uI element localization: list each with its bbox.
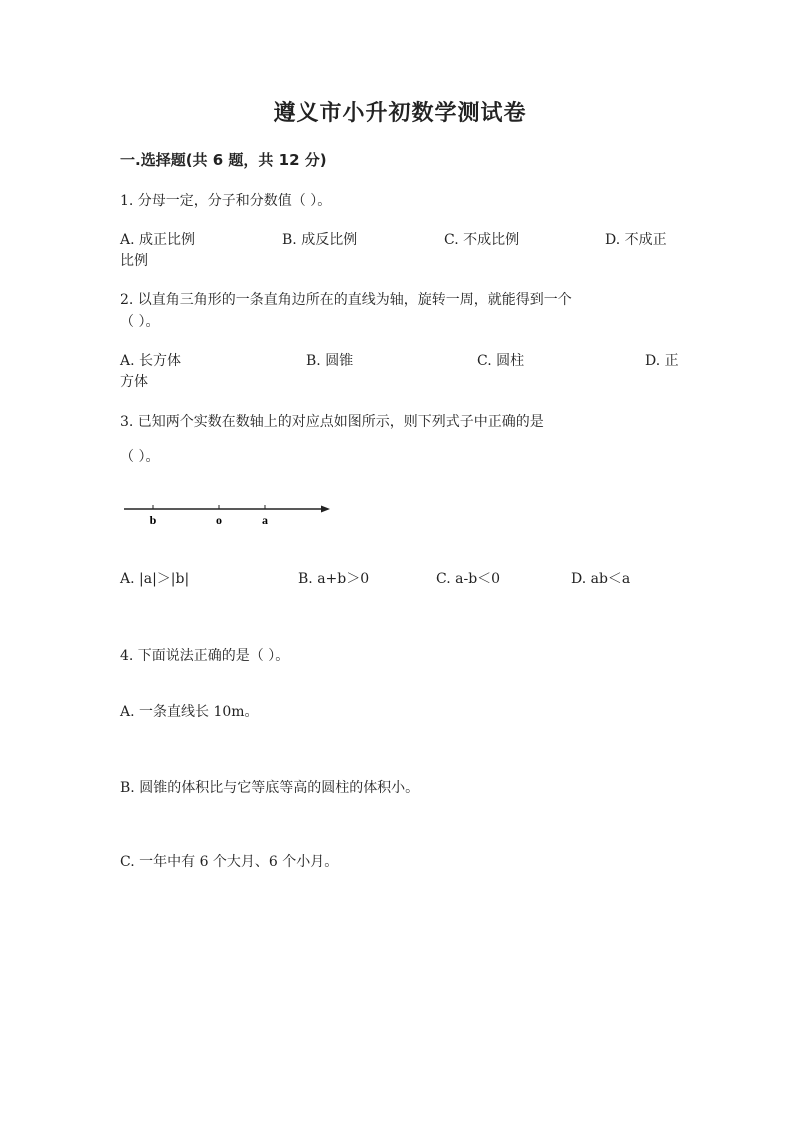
question-3-option-c: C. a-b＜0 (436, 571, 501, 587)
question-1-option-d-wrap: 比例 (120, 253, 148, 269)
page-title: 遵义市小升初数学测试卷 (273, 101, 527, 126)
question-1-option-a: A. 成正比例 (120, 232, 196, 248)
question-3-option-a: A. |a|＞|b| (120, 571, 190, 587)
question-3-stem-cont: （ ）。 (120, 449, 160, 465)
label-o: o (216, 513, 222, 527)
question-1-option-c: C. 不成比例 (444, 232, 520, 248)
number-line-figure (118, 498, 338, 530)
question-4-option-c: C. 一年中有 6 个大月、6 个小月。 (120, 854, 339, 870)
question-2-option-a: A. 长方体 (120, 353, 182, 369)
question-4-option-b: B. 圆锥的体积比与它等底等高的圆柱的体积小。 (120, 780, 420, 796)
question-1-option-d: D. 不成正 (605, 232, 667, 248)
question-1-option-b: B. 成反比例 (282, 232, 358, 248)
question-2-option-b: B. 圆锥 (306, 353, 354, 369)
question-2-stem-cont: （ ）。 (120, 314, 160, 330)
question-3-option-d: D. ab＜a (571, 571, 631, 587)
question-3-option-b: B. a+b＞0 (298, 571, 370, 587)
section-header: 一.选择题(共 6 题，共 12 分) (120, 151, 327, 169)
question-3-stem: 3. 已知两个实数在数轴上的对应点如图所示，则下列式子中正确的是 (120, 414, 544, 430)
question-1-stem: 1. 分母一定，分子和分数值（ ）。 (120, 193, 332, 209)
question-2-option-d-wrap: 方体 (120, 374, 148, 390)
question-2-option-c: C. 圆柱 (477, 353, 525, 369)
question-2-stem: 2. 以直角三角形的一条直角边所在的直线为轴，旋转一周，就能得到一个 (120, 292, 572, 308)
label-b: b (149, 513, 157, 527)
label-a: a (262, 513, 268, 527)
question-4-stem: 4. 下面说法正确的是（ ）。 (120, 648, 290, 664)
number-line-arrow (321, 506, 330, 513)
question-2-option-d: D. 正 (645, 353, 679, 369)
question-4-option-a: A. 一条直线长 10m。 (120, 704, 259, 720)
